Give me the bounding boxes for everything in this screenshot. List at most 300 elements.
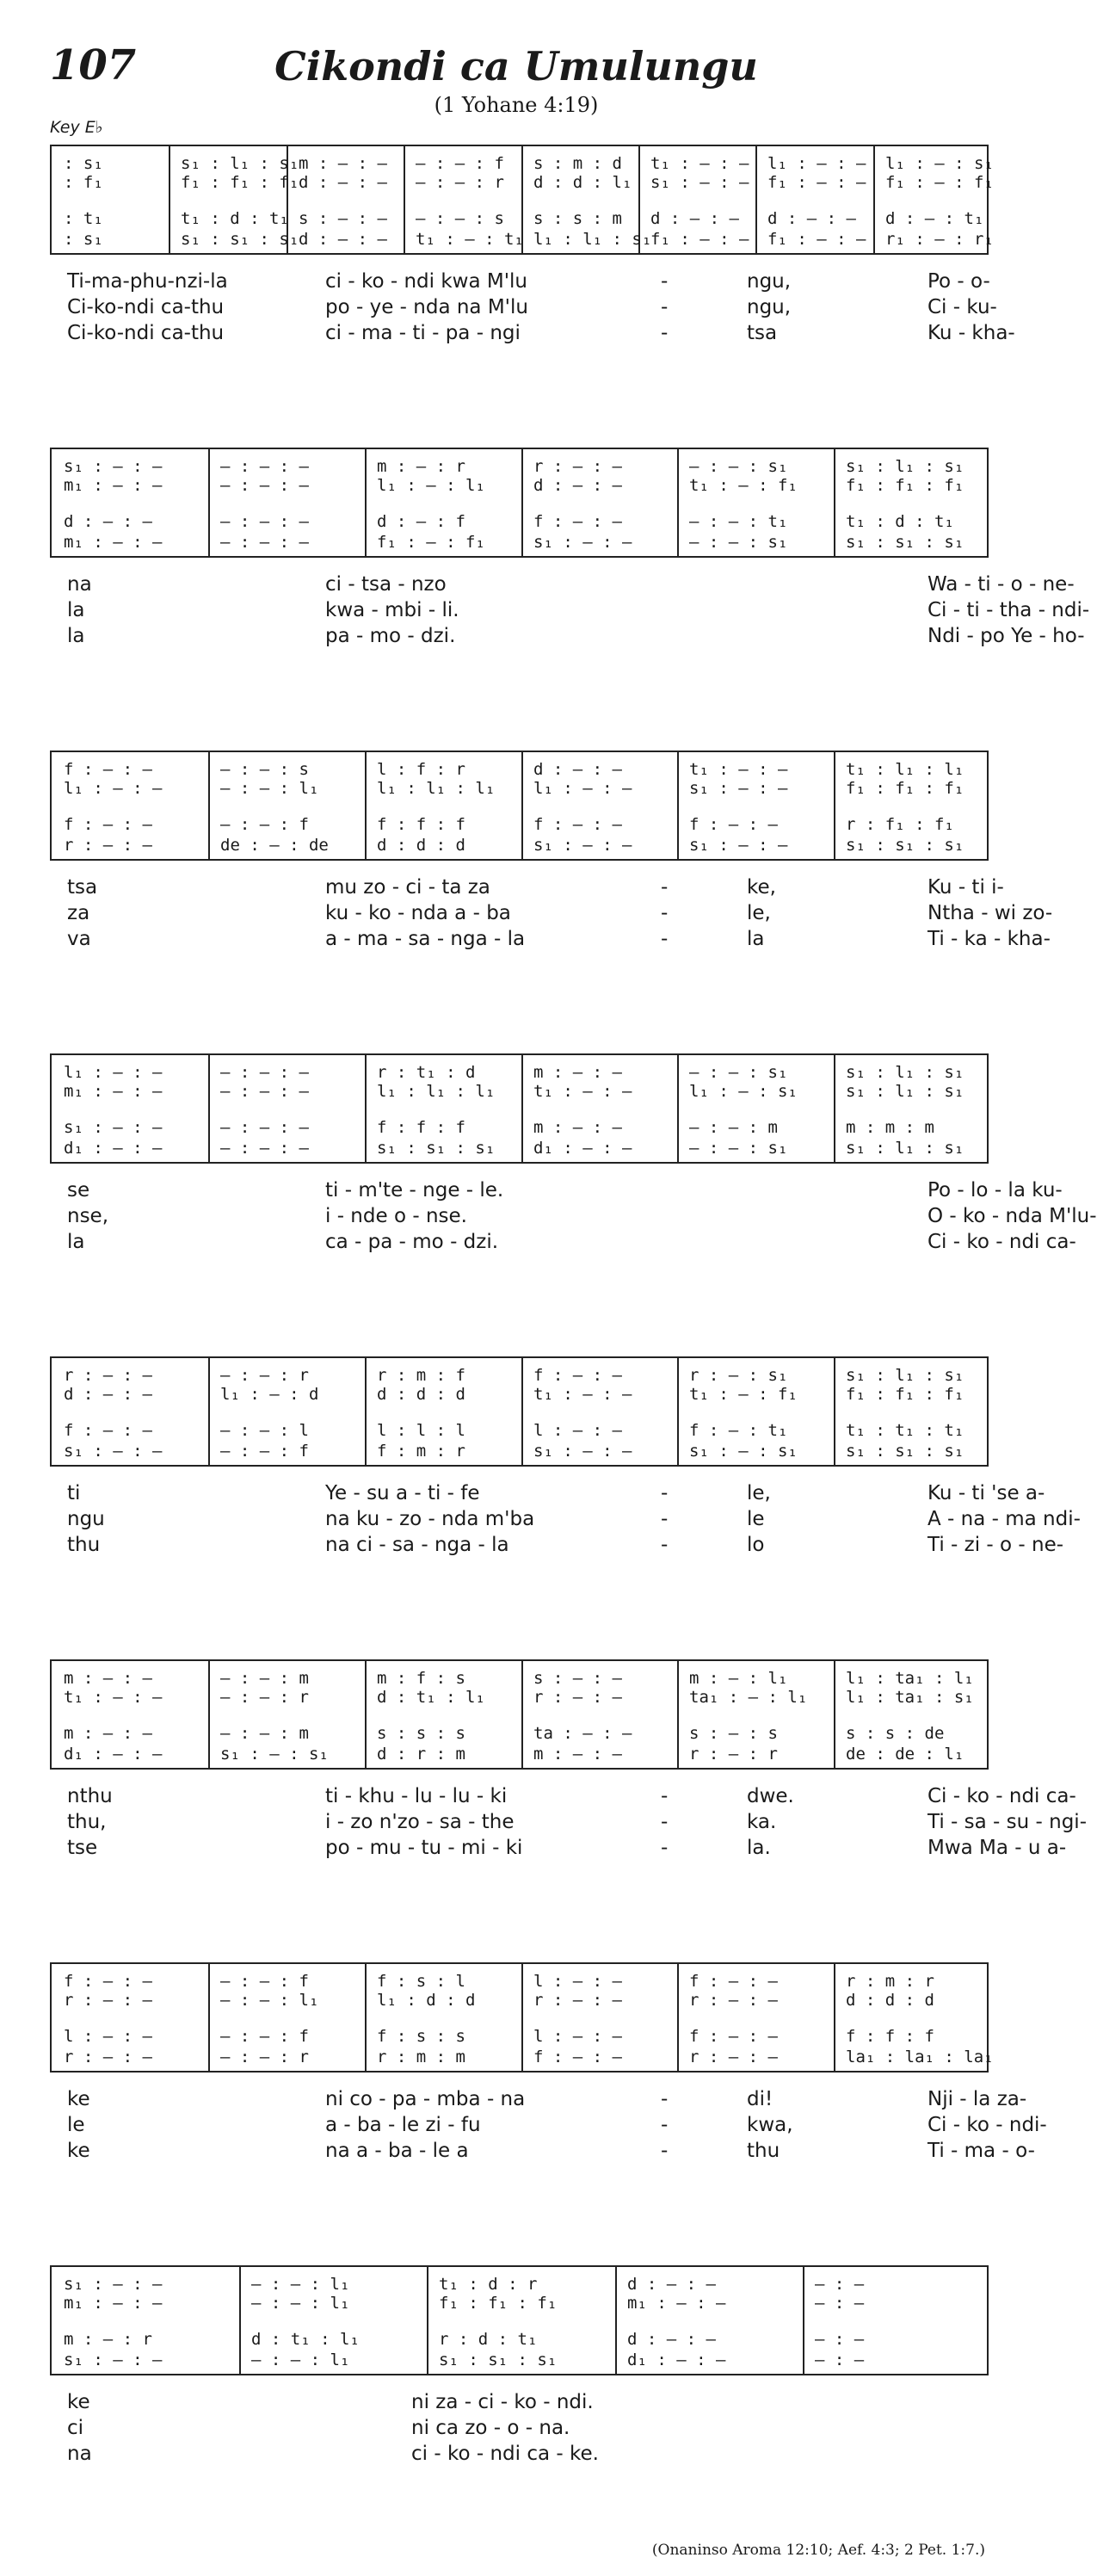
solfa-measure: ta : — : — (533, 1724, 632, 1743)
solfa-measure: m : m : m (846, 1118, 934, 1137)
lyric-phrase: Ntha - wi zo- (928, 902, 1053, 924)
solfa-measure: t₁ : — : — (650, 154, 749, 173)
solfa-measure: — : — : s (220, 760, 309, 779)
solfa-measure: d : d : d (377, 1385, 465, 1404)
staff-system-7 (50, 1962, 994, 2073)
lyric-phrase: a - ma - sa - nga - la (325, 928, 526, 950)
lyric-phrase: - (661, 1482, 669, 1504)
solfa-measure: d : — : — (299, 173, 387, 192)
lyric-phrase: tsa (67, 876, 98, 899)
footer-references: (Onaninso Aroma 12:10; Aef. 4:3; 2 Pet. 1:7.) (651, 2542, 985, 2559)
lyric-verse-2 (50, 2114, 1047, 2140)
lyric-phrase: ka. (747, 1811, 777, 1833)
solfa-measure: s₁ : s₁ : s₁ (439, 2351, 558, 2369)
solfa-measure: m : — : — (64, 1669, 152, 1688)
solfa-measure: l₁ : ta₁ : s₁ (846, 1688, 974, 1707)
barline (873, 146, 875, 253)
lyric-phrase: na ku - zo - nda m'ba (325, 1508, 535, 1530)
lyric-phrase: a - ba - le zi - fu (325, 2114, 481, 2136)
solfa-measure: l : — : — (64, 2027, 152, 2046)
barline (365, 752, 367, 859)
solfa-measure: : s₁ (64, 154, 103, 173)
solfa-measure: s₁ : l₁ : s₁ (181, 154, 299, 173)
solfa-measure: s₁ : — : — (64, 1118, 163, 1137)
lyric-phrase: na a - ba - le a (325, 2140, 469, 2162)
barline (427, 2267, 428, 2374)
solfa-measure: m₁ : — : — (64, 476, 163, 495)
barline (208, 1661, 210, 1768)
solfa-measure: m : — : r (64, 2330, 152, 2349)
lyric-phrase: - (661, 296, 669, 318)
solfa-measure: r : — : — (689, 1991, 778, 2010)
solfa-measure: s₁ : — : — (64, 1442, 163, 1461)
solfa-measure: r : m : m (377, 2048, 465, 2066)
lyric-phrase: le (67, 2114, 85, 2136)
solfa-measure: t₁ : — : f₁ (689, 1385, 798, 1404)
solfa-measure: — : — : l₁ (251, 2275, 350, 2294)
lyric-phrase: Ci - ku- (928, 296, 997, 318)
solfa-measure: — : — : l (220, 1421, 309, 1440)
solfa-measure: t₁ : — : t₁ (416, 230, 524, 249)
barline (208, 1358, 210, 1465)
solfa-measure: m : — : r (377, 457, 465, 476)
solfa-measure: — : — (815, 2275, 865, 2294)
solfa-measure: f : s : s (377, 2027, 465, 2046)
solfa-measure: d : — : — (533, 760, 622, 779)
lyrics-block-6 (50, 1785, 1087, 1863)
lyric-phrase: i - zo n'zo - sa - the (325, 1811, 515, 1833)
solfa-measure: m : — : l₁ (689, 1669, 788, 1688)
solfa-measure: f₁ : f₁ : f₁ (846, 1385, 964, 1404)
solfa-measure: — : — : l₁ (251, 2294, 350, 2313)
solfa-measure: r : — : r (689, 1745, 778, 1764)
barline (677, 752, 679, 859)
solfa-measure: — : — (815, 2294, 865, 2313)
lyric-verse-1 (50, 2391, 989, 2417)
lyric-phrase: Ku - ti 'se a- (928, 1482, 1045, 1504)
lyric-phrase: ti - m'te - nge - le. (325, 1179, 504, 1202)
lyric-verse-1 (50, 2088, 1027, 2114)
solfa-measure: m : — : — (533, 1118, 622, 1137)
lyric-phrase: Ti - ka - kha- (928, 928, 1051, 950)
solfa-measure: — : — : — (220, 476, 309, 495)
solfa-measure: s : s : s (377, 1724, 465, 1743)
lyric-phrase: Ku - ti i- (928, 876, 1004, 899)
barline (755, 146, 757, 253)
lyric-phrase: Mwa Ma - u a- (928, 1837, 1067, 1859)
solfa-measure: de : — : de (220, 836, 329, 855)
lyric-phrase: ca - pa - mo - dzi. (325, 1231, 499, 1253)
solfa-measure: f₁ : f₁ : f₁ (846, 779, 964, 798)
solfa-measure: r : d : t₁ (439, 2330, 538, 2349)
solfa-measure: f : f : f (377, 815, 465, 834)
solfa-measure: — : — : f (416, 154, 504, 173)
solfa-measure: m : — : — (299, 154, 387, 173)
barline (834, 752, 835, 859)
solfa-measure: m : f : s (377, 1669, 465, 1688)
lyric-verse-3 (50, 928, 1051, 954)
lyric-verse-1 (50, 876, 1004, 902)
staff-system-3 (50, 751, 989, 861)
solfa-measure: s₁ : s₁ : s₁ (846, 533, 964, 552)
lyrics-block-3 (50, 876, 1053, 954)
solfa-measure: — : — : f (220, 1972, 309, 1991)
solfa-measure: f₁ : — : f₁ (885, 173, 994, 192)
lyric-phrase: - (661, 2088, 669, 2110)
solfa-measure: d : — : — (767, 209, 856, 228)
solfa-measure: m₁ : — : — (64, 533, 163, 552)
solfa-measure: — : — : f (220, 1442, 309, 1461)
solfa-measure: d : d : l₁ (533, 173, 632, 192)
solfa-measure: s₁ : s₁ : s₁ (846, 836, 964, 855)
lyric-phrase: tse (67, 1837, 98, 1859)
solfa-measure: r : t₁ : d (377, 1063, 476, 1082)
lyric-verse-2 (50, 1508, 1081, 1534)
solfa-measure: l₁ : l₁ : l₁ (377, 779, 496, 798)
solfa-measure: — : — : r (220, 1688, 309, 1707)
lyric-phrase: Ti - sa - su - ngi- (928, 1811, 1087, 1833)
barline (677, 1661, 679, 1768)
solfa-measure: s₁ : — : — (64, 2275, 163, 2294)
solfa-measure: l₁ : — : d (220, 1385, 319, 1404)
barline (521, 1358, 523, 1465)
lyric-verse-1 (50, 1482, 1045, 1508)
solfa-measure: — : — : m (689, 1118, 778, 1137)
solfa-measure: r : — : — (533, 1688, 622, 1707)
solfa-measure: s₁ : l₁ : s₁ (846, 1366, 964, 1385)
lyric-phrase: - (661, 1785, 669, 1807)
barline (521, 1661, 523, 1768)
solfa-measure: f : — : t₁ (689, 1421, 788, 1440)
lyric-phrase: - (661, 902, 669, 924)
lyric-phrase: Ti-ma-phu-nzi-la (67, 270, 228, 293)
solfa-measure: d : — : — (533, 476, 622, 495)
solfa-measure: m : — : — (533, 1745, 622, 1764)
solfa-measure: t₁ : — : f₁ (689, 476, 798, 495)
lyric-phrase: ci - ko - ndi ca - ke. (411, 2443, 599, 2465)
solfa-measure: d : d : d (846, 1991, 934, 2010)
solfa-measure: — : — : s₁ (689, 1063, 788, 1082)
solfa-measure: s₁ : — : — (64, 2351, 163, 2369)
solfa-measure: d : — : — (64, 1385, 152, 1404)
solfa-measure: d : t₁ : l₁ (251, 2330, 360, 2349)
lyric-phrase: la (67, 625, 85, 647)
lyric-phrase: ci - ko - ndi kwa M'lu (325, 270, 527, 293)
lyrics-block-1 (50, 270, 1015, 348)
lyric-phrase: se (67, 1179, 90, 1202)
solfa-measure: d : d : d (377, 836, 465, 855)
lyrics-block-7 (50, 2088, 1047, 2165)
lyric-phrase: na (67, 2443, 92, 2465)
lyric-phrase: - (661, 1811, 669, 1833)
lyric-phrase: ci (67, 2417, 84, 2439)
solfa-measure: s₁ : — : — (689, 779, 788, 798)
solfa-measure: r : — : — (64, 1991, 152, 2010)
lyric-phrase: - (661, 876, 669, 899)
barline (365, 449, 367, 556)
lyric-phrase: ti - khu - lu - lu - ki (325, 1785, 508, 1807)
barline (521, 1055, 523, 1162)
lyric-phrase: Po - o- (928, 270, 990, 293)
lyric-phrase: na ci - sa - nga - la (325, 1534, 509, 1556)
lyric-phrase: Ci - ko - ndi ca- (928, 1231, 1076, 1253)
solfa-measure: r : — : — (64, 2048, 152, 2066)
solfa-measure: l₁ : — : s₁ (689, 1082, 798, 1101)
barline (365, 1358, 367, 1465)
solfa-measure: d : — : — (64, 512, 152, 531)
solfa-measure: l : — : — (533, 2027, 622, 2046)
lyric-phrase: O - ko - nda M'lu- (928, 1205, 1097, 1227)
solfa-measure: d : — : — (299, 230, 387, 249)
solfa-measure: l : f : r (377, 760, 465, 779)
lyric-verse-1 (50, 1785, 1076, 1811)
lyric-phrase: nse, (67, 1205, 109, 1227)
solfa-measure: — : — : — (220, 1082, 309, 1101)
solfa-measure: l₁ : — : l₁ (377, 476, 485, 495)
solfa-measure: r : m : r (846, 1972, 934, 1991)
lyric-phrase: za (67, 902, 90, 924)
solfa-measure: f : f : f (846, 2027, 934, 2046)
lyric-phrase: ke (67, 2391, 90, 2413)
lyric-verse-1 (50, 573, 1075, 599)
solfa-measure: s₁ : — : s₁ (689, 1442, 798, 1461)
barline (677, 1964, 679, 2071)
solfa-measure: s₁ : l₁ : s₁ (846, 457, 964, 476)
solfa-measure: l₁ : — : — (533, 779, 632, 798)
lyric-phrase: lo (747, 1534, 765, 1556)
lyric-phrase: Nji - la za- (928, 2088, 1027, 2110)
solfa-measure: l : l : l (377, 1421, 465, 1440)
solfa-measure: l₁ : — : — (64, 1063, 163, 1082)
solfa-measure: l₁ : — : — (64, 779, 163, 798)
lyric-verse-2 (50, 902, 1053, 928)
solfa-measure: d₁ : — : — (64, 1745, 163, 1764)
solfa-measure: r₁ : — : r₁ (885, 230, 994, 249)
solfa-measure: t₁ : d : t₁ (846, 512, 954, 531)
solfa-measure: — : — (815, 2351, 865, 2369)
solfa-measure: d₁ : — : — (627, 2351, 726, 2369)
solfa-measure: t₁ : d : t₁ (181, 209, 289, 228)
solfa-measure: l₁ : l₁ : s₁ (533, 230, 652, 249)
solfa-measure: f : — : — (64, 1972, 152, 1991)
lyric-phrase: - (661, 928, 669, 950)
lyric-phrase: ni co - pa - mba - na (325, 2088, 526, 2110)
lyric-phrase: ni ca zo - o - na. (411, 2417, 570, 2439)
lyric-verse-2 (50, 1205, 1097, 1231)
lyric-phrase: Ci - ko - ndi- (928, 2114, 1047, 2136)
lyrics-block-8 (50, 2391, 989, 2468)
solfa-measure: f : — : — (533, 1366, 622, 1385)
solfa-measure: — : — : r (220, 2048, 309, 2066)
solfa-measure: — : — : s₁ (689, 1139, 788, 1158)
lyric-phrase: kwa - mbi - li. (325, 599, 459, 621)
solfa-measure: r : — : — (533, 457, 622, 476)
solfa-measure: — : — : — (220, 457, 309, 476)
lyric-phrase: la. (747, 1837, 771, 1859)
solfa-measure: f : — : — (64, 815, 152, 834)
solfa-measure: — : — : f (220, 815, 309, 834)
solfa-measure: m : — : — (64, 1724, 152, 1743)
lyric-phrase: dwe. (747, 1785, 794, 1807)
solfa-measure: — : — : m (220, 1724, 309, 1743)
solfa-measure: l : — : — (533, 1421, 622, 1440)
solfa-measure: d : — : f (377, 512, 465, 531)
solfa-measure: — : — : r (220, 1366, 309, 1385)
solfa-measure: m : — : — (533, 1063, 622, 1082)
lyric-verse-1 (50, 1179, 1063, 1205)
barline (208, 1055, 210, 1162)
lyric-verse-3 (50, 2140, 1035, 2165)
barline (834, 449, 835, 556)
solfa-measure: t₁ : — : — (533, 1082, 632, 1101)
lyric-phrase: thu (747, 2140, 780, 2162)
lyric-phrase: i - nde o - nse. (325, 1205, 467, 1227)
solfa-measure: — : — : l₁ (220, 779, 319, 798)
barline (834, 1055, 835, 1162)
solfa-measure: — : — : — (220, 512, 309, 531)
lyric-verse-2 (50, 599, 1090, 625)
lyrics-block-5 (50, 1482, 1081, 1560)
barline (521, 752, 523, 859)
solfa-measure: l₁ : l₁ : l₁ (377, 1082, 496, 1101)
solfa-measure: ta₁ : — : l₁ (689, 1688, 808, 1707)
solfa-measure: s : — : — (533, 1669, 622, 1688)
solfa-measure: f : — : — (64, 760, 152, 779)
solfa-measure: l₁ : ta₁ : l₁ (846, 1669, 974, 1688)
solfa-measure: l : — : — (533, 1972, 622, 1991)
lyric-phrase: ku - ko - nda a - ba (325, 902, 511, 924)
solfa-measure: : s₁ (64, 230, 103, 249)
solfa-measure: — : — : m (220, 1669, 309, 1688)
solfa-measure: r : — : — (689, 2048, 778, 2066)
key-signature: Key E♭ (50, 118, 103, 137)
solfa-measure: s₁ : s₁ : s₁ (377, 1139, 496, 1158)
solfa-measure: f : — : — (533, 2048, 622, 2066)
staff-system-2 (50, 448, 989, 558)
solfa-measure: f : — : — (689, 815, 778, 834)
lyric-phrase: Ndi - po Ye - ho- (928, 625, 1085, 647)
solfa-measure: d : — : t₁ (885, 209, 984, 228)
lyric-phrase: la (67, 1231, 85, 1253)
solfa-measure: m₁ : — : — (64, 2294, 163, 2313)
solfa-measure: s : s : m (533, 209, 622, 228)
solfa-measure: t₁ : l₁ : l₁ (846, 760, 964, 779)
barline (169, 146, 170, 253)
staff-system-6 (50, 1659, 989, 1770)
lyric-phrase: Ci - ti - tha - ndi- (928, 599, 1090, 621)
lyric-phrase: ni za - ci - ko - ndi. (411, 2391, 594, 2413)
staff-system-5 (50, 1356, 989, 1467)
lyric-phrase: mu zo - ci - ta za (325, 876, 490, 899)
lyric-phrase: pa - mo - dzi. (325, 625, 456, 647)
solfa-measure: t₁ : — : — (533, 1385, 632, 1404)
lyric-phrase: Po - lo - la ku- (928, 1179, 1063, 1202)
solfa-measure: d : r : m (377, 1745, 465, 1764)
barline (365, 1055, 367, 1162)
solfa-measure: s₁ : — : s₁ (220, 1745, 329, 1764)
solfa-measure: — : — : — (220, 1118, 309, 1137)
lyric-phrase: po - mu - tu - mi - ki (325, 1837, 523, 1859)
solfa-measure: s₁ : l₁ : s₁ (846, 1063, 964, 1082)
lyric-phrase: Ti - ma - o- (928, 2140, 1035, 2162)
lyric-verse-3 (50, 2443, 989, 2468)
staff-system-4 (50, 1053, 989, 1164)
solfa-measure: f₁ : — : — (767, 230, 866, 249)
lyric-phrase: Ci-ko-ndi ca-thu (67, 296, 225, 318)
lyric-phrase: - (661, 1534, 669, 1556)
solfa-measure: r : f₁ : f₁ (846, 815, 954, 834)
solfa-measure: f : — : — (64, 1421, 152, 1440)
solfa-measure: m₁ : — : — (64, 1082, 163, 1101)
solfa-measure: s₁ : — : — (533, 533, 632, 552)
barline (803, 2267, 804, 2374)
barline (365, 1964, 367, 2071)
lyric-phrase: - (661, 2140, 669, 2162)
solfa-measure: — : — (815, 2330, 865, 2349)
barline (521, 449, 523, 556)
solfa-measure: m₁ : — : — (627, 2294, 726, 2313)
solfa-measure: f : — : — (533, 815, 622, 834)
solfa-measure: s₁ : — : — (533, 1442, 632, 1461)
lyric-phrase: - (661, 1508, 669, 1530)
solfa-measure: — : — : s₁ (689, 533, 788, 552)
solfa-measure: f : m : r (377, 1442, 465, 1461)
lyric-phrase: di! (747, 2088, 773, 2110)
solfa-measure: s₁ : — : — (64, 457, 163, 476)
solfa-measure: de : de : l₁ (846, 1745, 964, 1764)
solfa-measure: f₁ : — : f₁ (377, 533, 485, 552)
solfa-measure: s₁ : — : — (650, 173, 749, 192)
solfa-measure: t₁ : d : r (439, 2275, 538, 2294)
lyric-phrase: Ku - kha- (928, 322, 1015, 344)
lyric-phrase: ngu, (747, 296, 792, 318)
lyric-verse-3 (50, 322, 1015, 348)
solfa-measure: s : m : d (533, 154, 622, 173)
solfa-measure: — : — : l₁ (220, 1991, 319, 2010)
lyrics-block-2 (50, 573, 1090, 651)
barline (834, 1661, 835, 1768)
barline (677, 1055, 679, 1162)
lyric-phrase: na (67, 573, 92, 596)
solfa-measure: — : — : s (416, 209, 504, 228)
solfa-measure: f : — : — (533, 512, 622, 531)
solfa-measure: f : f : f (377, 1118, 465, 1137)
solfa-measure: : t₁ (64, 209, 103, 228)
solfa-measure: r : — : — (533, 1991, 622, 2010)
lyric-phrase: la (747, 928, 765, 950)
lyric-verse-1 (50, 270, 989, 296)
lyric-phrase: po - ye - nda na M'lu (325, 296, 528, 318)
lyric-phrase: ci - tsa - nzo (325, 573, 447, 596)
lyric-phrase: Ti - zi - o - ne- (928, 1534, 1064, 1556)
solfa-measure: — : — : — (220, 1063, 309, 1082)
lyric-phrase: Wa - ti - o - ne- (928, 573, 1075, 596)
solfa-measure: s₁ : l₁ : s₁ (846, 1082, 964, 1101)
barline (208, 1964, 210, 2071)
lyric-phrase: - (661, 270, 669, 293)
solfa-measure: r : — : — (64, 836, 152, 855)
solfa-measure: s₁ : s₁ : s₁ (846, 1442, 964, 1461)
solfa-measure: f₁ : f₁ : f₁ (439, 2294, 558, 2313)
solfa-measure: — : — : — (220, 1139, 309, 1158)
lyric-verse-3 (50, 1231, 1076, 1257)
staff-system-8 (50, 2265, 989, 2375)
lyric-verse-2 (50, 1811, 1087, 1837)
solfa-measure: s₁ : s₁ : s₁ (181, 230, 299, 249)
hymn-title: Cikondi ca Umulungu (274, 43, 758, 90)
solfa-measure: f₁ : — : — (650, 230, 749, 249)
lyric-phrase: le (747, 1508, 765, 1530)
